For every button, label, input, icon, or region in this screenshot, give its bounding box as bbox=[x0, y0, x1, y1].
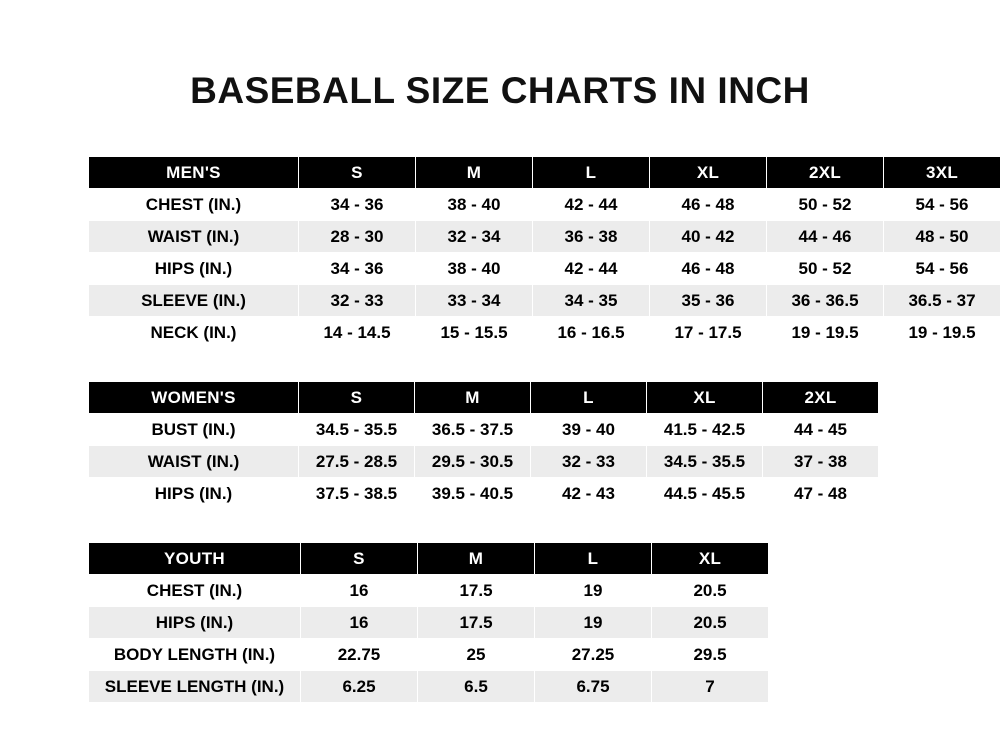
column-header: XL bbox=[652, 543, 769, 575]
table-cell: 54 - 56 bbox=[884, 189, 1000, 221]
youth-size-table bbox=[88, 542, 769, 703]
table-cell: 42 - 43 bbox=[531, 478, 647, 510]
table-cell: 32 - 33 bbox=[299, 285, 416, 317]
row-label: NECK (IN.) bbox=[89, 317, 299, 349]
table-row bbox=[89, 253, 1000, 285]
table-cell: 32 - 33 bbox=[531, 446, 647, 478]
table-cell: 38 - 40 bbox=[416, 189, 533, 221]
table-cell: 42 - 44 bbox=[533, 189, 650, 221]
table-cell: 17 - 17.5 bbox=[650, 317, 767, 349]
row-label: HIPS (IN.) bbox=[89, 478, 299, 510]
table-cell: 34 - 36 bbox=[299, 189, 416, 221]
table-row bbox=[89, 414, 879, 446]
column-header: MEN'S bbox=[89, 157, 299, 189]
womens-size-table bbox=[88, 381, 879, 510]
table-cell: 28 - 30 bbox=[299, 221, 416, 253]
table-cell: 20.5 bbox=[652, 607, 769, 639]
table-cell: 22.75 bbox=[301, 639, 418, 671]
table-header-row bbox=[89, 157, 1000, 189]
row-label: SLEEVE LENGTH (IN.) bbox=[89, 671, 301, 703]
row-label: CHEST (IN.) bbox=[89, 189, 299, 221]
column-header: 2XL bbox=[767, 157, 884, 189]
table-cell: 41.5 - 42.5 bbox=[647, 414, 763, 446]
table-row bbox=[89, 446, 879, 478]
table-cell: 17.5 bbox=[418, 575, 535, 607]
column-header: L bbox=[533, 157, 650, 189]
table-cell: 32 - 34 bbox=[416, 221, 533, 253]
table-header-row bbox=[89, 543, 769, 575]
table-cell: 14 - 14.5 bbox=[299, 317, 416, 349]
column-header: XL bbox=[647, 382, 763, 414]
table-cell: 46 - 48 bbox=[650, 189, 767, 221]
column-header: L bbox=[531, 382, 647, 414]
table-cell: 19 - 19.5 bbox=[767, 317, 884, 349]
table-cell: 19 - 19.5 bbox=[884, 317, 1000, 349]
table-cell: 19 bbox=[535, 607, 652, 639]
table-cell: 54 - 56 bbox=[884, 253, 1000, 285]
table-cell: 38 - 40 bbox=[416, 253, 533, 285]
column-header: YOUTH bbox=[89, 543, 301, 575]
row-label: SLEEVE (IN.) bbox=[89, 285, 299, 317]
row-label: HIPS (IN.) bbox=[89, 607, 301, 639]
column-header: S bbox=[301, 543, 418, 575]
column-header: 3XL bbox=[884, 157, 1000, 189]
table-cell: 47 - 48 bbox=[763, 478, 879, 510]
table-cell: 6.75 bbox=[535, 671, 652, 703]
table-cell: 36.5 - 37 bbox=[884, 285, 1000, 317]
row-label: BODY LENGTH (IN.) bbox=[89, 639, 301, 671]
table-row bbox=[89, 575, 769, 607]
table-cell: 36.5 - 37.5 bbox=[415, 414, 531, 446]
table-row bbox=[89, 317, 1000, 349]
column-header: S bbox=[299, 382, 415, 414]
table-cell: 16 bbox=[301, 575, 418, 607]
table-row bbox=[89, 221, 1000, 253]
table-cell: 44 - 45 bbox=[763, 414, 879, 446]
table-cell: 50 - 52 bbox=[767, 189, 884, 221]
table-cell: 33 - 34 bbox=[416, 285, 533, 317]
column-header: M bbox=[415, 382, 531, 414]
table-row bbox=[89, 671, 769, 703]
column-header: M bbox=[416, 157, 533, 189]
table-cell: 15 - 15.5 bbox=[416, 317, 533, 349]
table-cell: 40 - 42 bbox=[650, 221, 767, 253]
table-cell: 20.5 bbox=[652, 575, 769, 607]
column-header: S bbox=[299, 157, 416, 189]
column-header: WOMEN'S bbox=[89, 382, 299, 414]
row-label: WAIST (IN.) bbox=[89, 221, 299, 253]
table-cell: 17.5 bbox=[418, 607, 535, 639]
table-cell: 29.5 - 30.5 bbox=[415, 446, 531, 478]
row-label: WAIST (IN.) bbox=[89, 446, 299, 478]
column-header: 2XL bbox=[763, 382, 879, 414]
table-cell: 6.5 bbox=[418, 671, 535, 703]
table-cell: 29.5 bbox=[652, 639, 769, 671]
table-cell: 44 - 46 bbox=[767, 221, 884, 253]
mens-size-table bbox=[88, 156, 1000, 349]
column-header: XL bbox=[650, 157, 767, 189]
table-cell: 27.5 - 28.5 bbox=[299, 446, 415, 478]
table-cell: 37.5 - 38.5 bbox=[299, 478, 415, 510]
table-row bbox=[89, 285, 1000, 317]
row-label: HIPS (IN.) bbox=[89, 253, 299, 285]
table-row bbox=[89, 607, 769, 639]
table-cell: 16 - 16.5 bbox=[533, 317, 650, 349]
table-cell: 6.25 bbox=[301, 671, 418, 703]
column-header: M bbox=[418, 543, 535, 575]
table-cell: 27.25 bbox=[535, 639, 652, 671]
table-cell: 34.5 - 35.5 bbox=[647, 446, 763, 478]
table-cell: 36 - 36.5 bbox=[767, 285, 884, 317]
table-row bbox=[89, 478, 879, 510]
table-cell: 35 - 36 bbox=[650, 285, 767, 317]
table-header-row bbox=[89, 382, 879, 414]
table-cell: 36 - 38 bbox=[533, 221, 650, 253]
table-cell: 39 - 40 bbox=[531, 414, 647, 446]
column-header: L bbox=[535, 543, 652, 575]
charts-container bbox=[44, 156, 976, 703]
row-label: CHEST (IN.) bbox=[89, 575, 301, 607]
table-cell: 34.5 - 35.5 bbox=[299, 414, 415, 446]
table-cell: 48 - 50 bbox=[884, 221, 1000, 253]
table-cell: 34 - 36 bbox=[299, 253, 416, 285]
table-cell: 16 bbox=[301, 607, 418, 639]
table-cell: 19 bbox=[535, 575, 652, 607]
table-cell: 25 bbox=[418, 639, 535, 671]
table-cell: 42 - 44 bbox=[533, 253, 650, 285]
table-cell: 50 - 52 bbox=[767, 253, 884, 285]
row-label: BUST (IN.) bbox=[89, 414, 299, 446]
table-cell: 44.5 - 45.5 bbox=[647, 478, 763, 510]
table-cell: 7 bbox=[652, 671, 769, 703]
table-cell: 46 - 48 bbox=[650, 253, 767, 285]
page-title: BASEBALL SIZE CHARTS IN INCH bbox=[190, 70, 810, 111]
table-cell: 39.5 - 40.5 bbox=[415, 478, 531, 510]
table-cell: 37 - 38 bbox=[763, 446, 879, 478]
table-cell: 34 - 35 bbox=[533, 285, 650, 317]
table-row bbox=[89, 639, 769, 671]
table-row bbox=[89, 189, 1000, 221]
